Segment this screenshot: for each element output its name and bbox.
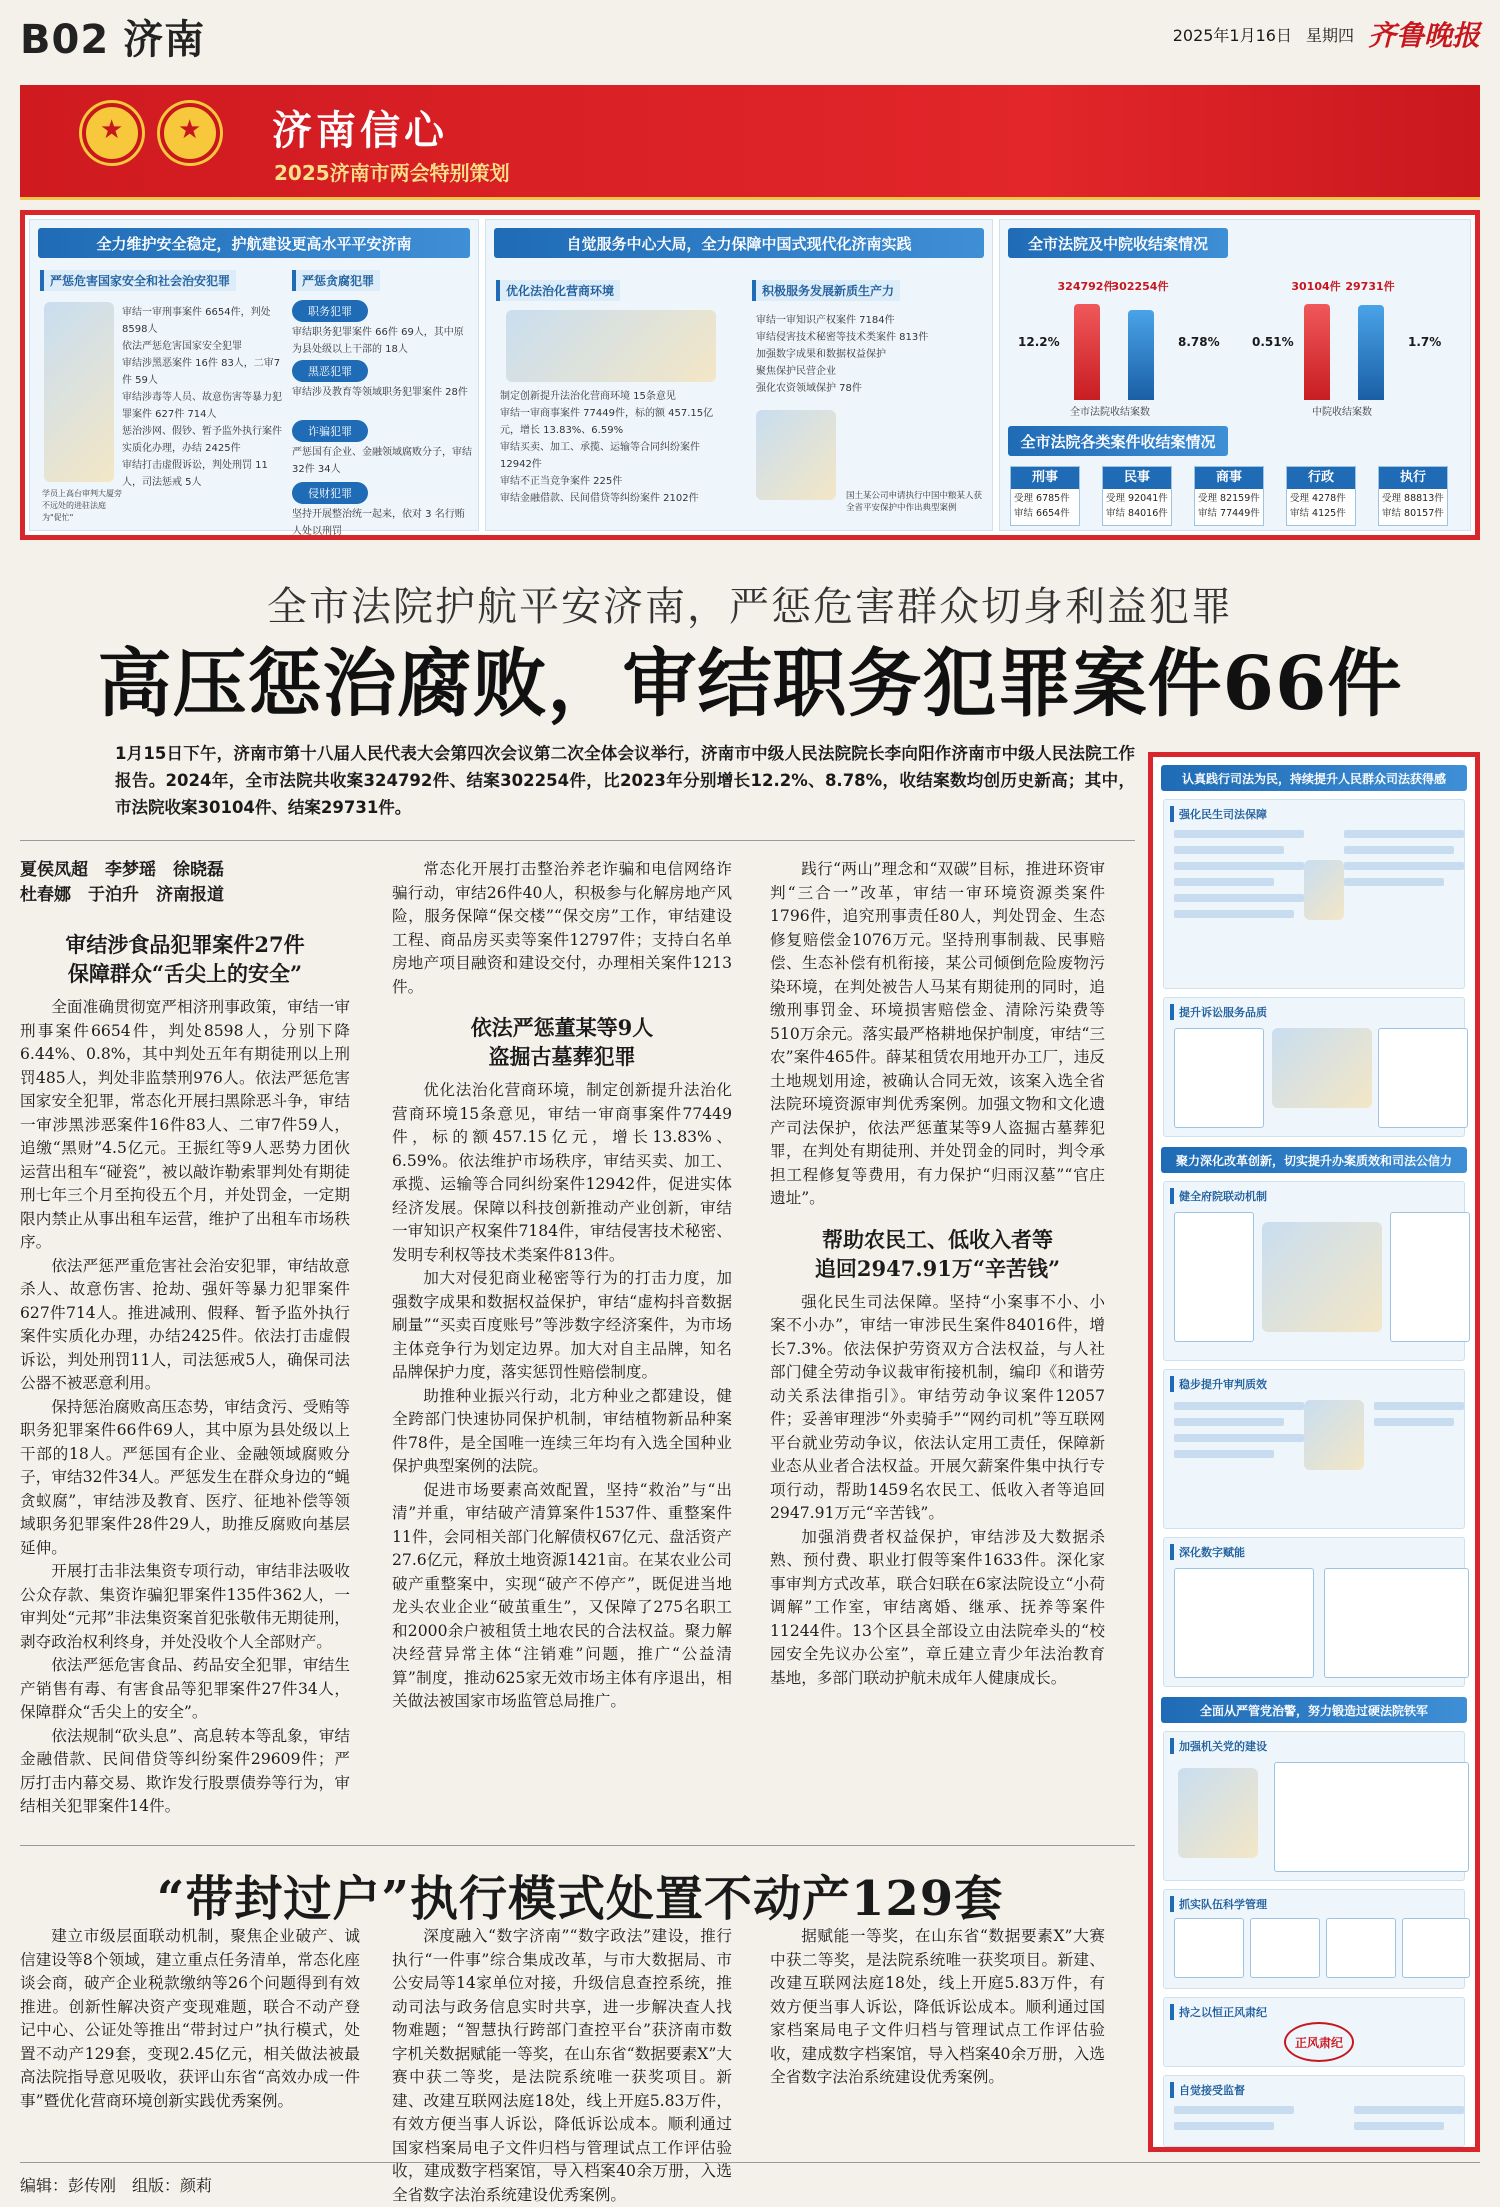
paragraph: 依法规制“砍头息”、高息转本等乱象，审结金融借款、民间借贷等纠纷案件29609件；严厉打击内幕交易、欺诈发行股票债券等行为，审结相关犯罪案件14件。 (20, 1726, 350, 1815)
sidebar-infographic (1148, 752, 1480, 2152)
paragraph: 建立市级层面联动机制，聚焦企业破产、诚信建设等8个领域，建立重点任务清单，常态化座谈会商，破产企业税款缴纳等26个问题得到有效推进。创新性解决资产变现难题，联合不动产登记中心、公证处等推出“带封过户”执行模式，处置不动产129套，变现2.45亿元，相关做法被最高法院指导意见吸收，获评山东省“高效办成一件事”暨优化营商环境创新实践优秀案例。 (20, 1927, 360, 2110)
paragraph: 促进市场要素高效配置，坚持“救治”与“出清”并重，审结破产清算案件1537件、重整案件11件，会同相关部门化解债权67亿元、盘活资产27.6亿元，释放土地资源1421亩。在某农业公司破产重整案中，实现“破产不停产”，既促进当地龙头农业企业“破茧重生”，又保障了275名职工和2000余户被租赁土地农民的合法权益。聚力解决经营异常主体“注销难”问题，推广“公益清算”制度，推动625家无效市场主体有序退出，相关做法被国家市场监管总局推广。 (392, 1480, 732, 1710)
sidebar-tag: 深化数字赋能 (1170, 1544, 1245, 1560)
article-column-3 (770, 858, 1105, 1838)
party-emblem-icon (160, 103, 220, 163)
city-bars (1057, 280, 1190, 400)
figure-illustration (1304, 860, 1344, 920)
mid-label: 中院收结案数 (1312, 407, 1372, 418)
infographic-panel-security (29, 219, 479, 537)
paragraph: 依法严惩严重危害社会治安犯罪，审结故意杀人、故意伤害、抢劫、强奸等暴力犯罪案件627件714人。推进减刑、假释、暂予监外执行案件实质化办理，办结2425件。依法打击虚假诉讼，判处刑罚11人，司法惩戒5人，确保司法公器不被恶意利用。 (20, 1256, 350, 1392)
panel-list: 审结一审刑事案件 6654件，判处 8598人 依法严惩危害国家安全犯罪 审结涉黑恶案件 16件 83人，二审7件 59人 审结涉毒等人员、故意伤害等暴力犯罪案件 627件 714人 惩治涉网、假钞、暂予监外执行案件实质化办理，办结 2425件 审结打击虚假诉讼，判处刑罚 11人，司法惩戒 5人 (122, 307, 282, 488)
sidebar-tag: 自觉接受监督 (1170, 2082, 1245, 2098)
article-headline: 高压惩治腐败，审结职务犯罪案件66件 (97, 641, 1403, 727)
divider (20, 840, 1135, 841)
case-type-box: 执行 受理 88813件 审结 80157件 (1378, 466, 1448, 526)
subhead: 帮助农民工、低收入者等 (822, 1226, 1053, 1252)
paragraph: 强化民生司法保障。坚持“小案事不小、小案不小办”，审结一审涉民生案件84016件，增长7.3%。依法保护劳资双方合法权益，与人社部门健全劳动争议裁审衔接机制，编印《和谐劳动关系法律指引》。审结劳动争议案件12057件；妥善审理涉“外卖骑手”“网约司机”等互联网平台就业劳动争议，依法认定用工责任，保障新业态从业者合法权益。开展欠薪案件集中执行专项行动，帮助1459名农民工、低收入者等追回2947.91万元“辛苦钱”。 (770, 1292, 1105, 1522)
panel-list: 制定创新提升法治化营商环境 15条意见 审结一审商事案件 77449件，标的额 457.15亿元，增长 13.83%、6.59% 审结买卖、加工、承揽、运输等合同纠纷案件 12942件 审结不正当竞争案件 225件 审结金融借款、民间借贷等纠纷案件 2102件 (500, 391, 714, 504)
infographic-strip (20, 210, 1480, 540)
city-closed: 302254件 (1111, 280, 1169, 293)
seedling-illustration (756, 410, 836, 500)
city-received: 324792件 (1057, 280, 1115, 293)
paragraph: 助推种业振兴行动，北方种业之都建设，健全跨部门快速协同保护机制，审结植物新品种案件78件，是全国唯一连续三年均有入选全国种业保护典型案例的法院。 (392, 1386, 732, 1475)
panel-header: 全力维护安全稳定，护航建设更高水平平安济南 (38, 228, 470, 258)
sidebar-section (1163, 1731, 1465, 1881)
subhead: 追回2947.91万“辛苦钱” (814, 1255, 1061, 1281)
panel-note: 坚持开展整治统一起来，依对 3 名行贿人处以刑罚 (292, 509, 465, 537)
pill-label: 职务犯罪 (292, 300, 368, 322)
byline: 杜春娜 于泊升 济南报道 (20, 885, 224, 905)
sidebar-header: 认真践行司法为民，持续提升人民群众司法获得感 (1161, 765, 1467, 791)
article-headline-secondary: “带封过户”执行模式处置不动产129套 (156, 1871, 1004, 1927)
panel-note: 国土某公司申请执行中国中粮某人获全省平安保护中作出典型案例 (846, 491, 983, 513)
sidebar-section (1163, 1997, 1465, 2067)
pill-label: 黑恶犯罪 (292, 360, 368, 382)
divider (20, 1845, 1135, 1846)
paragraph: 深度融入“数字济南”“数字政法”建设，推行执行“一件事”综合集成改革，与市大数据局、市公安局等14家单位对接，升级信息查控系统，推动司法与政务信息实时共享，进一步解决查人找物难题；“智慧执行跨部门查控平台”获济南市数字机关数据赋能一等奖，在山东省“数据要素X”大赛中获二等奖，是法院系统唯一获奖项目。新建、改建互联网法庭18处，线上开庭5.83万件，有效方便当事人诉讼，降低诉讼成本。顺利通过国家档案局电子文件归档与管理试点工作评估验收，建成数字档案馆，导入档案40余万册，入选全省数字法治系统建设优秀案例。 (392, 1927, 732, 2204)
article-kicker: 全市法院护航平安济南，严惩危害群众切身利益犯罪 (267, 584, 1233, 630)
sidebar-tag: 加强机关党的建设 (1170, 1738, 1267, 1754)
sidebar-header: 全面从严管党治警，努力锻造过硬法院铁军 (1161, 1697, 1467, 1723)
sidebar-tag: 健全府院联动机制 (1170, 1188, 1267, 1204)
discipline-stamp: 正风肃纪 (1284, 2022, 1354, 2062)
subhead: 依法严惩董某等9人 (470, 1015, 654, 1040)
pill-label: 侵财犯罪 (292, 482, 368, 504)
article-column-6 (770, 1925, 1105, 2150)
city-label: 全市法院收结案数 (1070, 407, 1150, 418)
sidebar-tag: 稳步提升审判质效 (1170, 1376, 1267, 1392)
hall-illustration (1272, 1028, 1372, 1108)
article-column-4 (20, 1925, 360, 2150)
panel-header: 全市法院各类案件收结案情况 (1008, 426, 1228, 456)
infographic-panel-caseload (999, 219, 1471, 531)
mid-closed-growth: 1.7% (1408, 335, 1442, 349)
scale-illustration (1304, 1400, 1364, 1470)
paragraph: 践行“两山”理念和“双碳”目标，推进环资审判“三合一”改革，审结一审环境资源类案件1796件，追究刑事责任80人，判处罚金、生态修复赔偿金1076万元。坚持刑事制裁、民事赔偿、生态补偿有机衔接，某公司倾倒危险废物污染环境，在判处被告人马某有期徒刑的同时，追缴刑事罚金、环境损害赔偿金、清除污染费等510万余元。落实最严格耕地保护制度，审结“三农”案件465件。薛某租赁农用地开办工厂，违反土地规划用途，被确认合同无效，该案入选全省法院环境资源审判优秀案例。加强文物和文化遗产司法保护，依法严惩董某等9人盗掘古墓葬犯罪，在判处有期徒刑、并处罚金的同时，判令承担工程修复等费用，有力保护“归雨汉墓”“官庄遗址”。 (770, 860, 1105, 1207)
sidebar-section (1163, 1369, 1465, 1529)
mid-received: 30104件 (1291, 280, 1341, 293)
sidebar-section (1163, 1889, 1465, 1989)
page-number: B02 济南 (20, 16, 206, 63)
masthead (20, 8, 1480, 88)
paragraph: 据赋能一等奖，在山东省“数据要素X”大赛中获二等奖，是法院系统唯一获奖项目。新建、改建互联网法庭18处，线上开庭5.83万件，有效方便当事人诉讼，降低诉讼成本。顺利通过国家档案局电子文件归档与管理试点工作评估验收，建成数字档案馆，导入档案40余万册，入选全省数字法治系统建设优秀案例。 (770, 1927, 1105, 2086)
paragraph: 加大对侵犯商业秘密等行为的打击力度，加强数字成果和数据权益保护，审结“虚构抖音数据刷量”“买卖百度账号”等涉数字经济案件，为市场主体竞争行为划定边界。加大对自主品牌，知名品牌保护力度，落实惩罚性赔偿制度。 (392, 1269, 732, 1381)
city-closed-growth: 8.78% (1178, 335, 1220, 349)
sidebar-tag: 持之以恒正风肃纪 (1170, 2004, 1267, 2020)
panel-note: 审结职务犯罪案件 66件 69人，其中原为县处级以上干部的 18人 (292, 327, 464, 355)
panel-tag: 严惩危害国家安全和社会治安犯罪 (40, 270, 236, 291)
article-lead: 1月15日下午，济南市第十八届人民代表大会第四次会议第二次全体会议举行，济南市中级人民法院院长李向阳作济南市中级人民法院工作报告。2024年，全市法院共收案324792件、结案302254件，比2023年分别增长12.2%、8.78%，收结案数均创历史新高；其中，市法院收案30104件、结案29731件。 (115, 744, 1135, 817)
case-type-box: 商事 受理 82159件 审结 77449件 (1194, 466, 1264, 526)
mid-bars (1291, 280, 1420, 400)
issue-info (1173, 14, 1480, 54)
section-city: 济南 (123, 16, 206, 63)
city-received-growth: 12.2% (1018, 335, 1060, 349)
panel-note: 审结涉及教育等领域职务犯罪案件 28件 (292, 387, 468, 398)
photo-caption: 学员上高台审判大厦旁不远处的进驻法庭为"促忙" (42, 489, 122, 522)
national-emblem-icon (82, 103, 142, 163)
party-illustration (1178, 1768, 1258, 1858)
sidebar-tag: 强化民生司法保障 (1170, 806, 1267, 822)
article-column-2 (392, 858, 732, 1838)
panel-header: 自觉服务中心大局，全力保障中国式现代化济南实践 (494, 228, 984, 258)
panel-tag: 积极服务发展新质生产力 (752, 280, 900, 301)
sidebar-tag: 提升诉讼服务品质 (1170, 1004, 1267, 1020)
panel-list: 审结一审知识产权案件 7184件 审结侵害技术秘密等技术类案件 813件 加强数字成果和数据权益保护 聚焦保护民营企业 强化农资领域保护 78件 (756, 315, 929, 394)
subhead: 盗掘古墓葬犯罪 (488, 1044, 636, 1069)
byline: 夏侯凤超 李梦瑶 徐晓磊 (20, 860, 224, 880)
section-banner (20, 85, 1480, 200)
sidebar-section (1163, 799, 1465, 989)
sidebar-section (1163, 1181, 1465, 1361)
pill-label: 诈骗犯罪 (292, 420, 368, 442)
paragraph: 开展打击非法集资专项行动，审结非法吸收公众存款、集资诈骗犯罪案件135件362人，一审判处“元邦”非法集资案首犯张敬伟无期徒刑，剥夺政治权利终身，并处没收个人全部财产。 (20, 1562, 350, 1651)
panel-header: 全市法院及中院收结案情况 (1008, 228, 1228, 258)
article-column-5 (392, 1925, 732, 2204)
issue-weekday: 星期四 (1305, 25, 1354, 45)
sidebar-section (1163, 1537, 1465, 1687)
page-footer: 编辑：彭传刚 组版：颜莉 (20, 2162, 1480, 2196)
court-building-illustration (44, 302, 114, 482)
subhead: 保障群众“舌尖上的安全” (67, 961, 303, 986)
bar-city-closed (1128, 310, 1154, 400)
case-type-box: 民事 受理 92041件 审结 84016件 (1102, 466, 1172, 526)
sidebar-header: 聚力深化改革创新，切实提升办案质效和司法公信力 (1161, 1147, 1467, 1173)
case-type-box: 刑事 受理 6785件 审结 6654件 (1010, 466, 1080, 526)
sidebar-tag: 抓实队伍科学管理 (1170, 1896, 1267, 1912)
cartoon-illustration (506, 310, 716, 382)
paragraph: 常态化开展打击整治养老诈骗和电信网络诈骗行动，审结26件40人，积极参与化解房地产风险，服务保障“保交楼”“保交房”工作，审结建设工程、商品房买卖等案件12797件；支持白名单房地产项目融资和建设交付，办理相关案件1213件。 (392, 860, 732, 996)
infographic-panel-business (485, 219, 993, 531)
paragraph: 优化法治化营商环境，制定创新提升法治化营商环境15条意见，审结一审商事案件77449件，标的额457.15亿元，增长13.83%、6.59%。依法维护市场秩序，审结买卖、加工、承揽、运输等合同纠纷案件12942件，促进实体经济发展。保障以科技创新推动产业创新，审结一审知识产权案件7184件，审结侵害技术秘密、发明专利权等技术类案件813件。 (392, 1081, 732, 1264)
article-column-1 (20, 858, 350, 1838)
newspaper-logo: 齐鲁晚报 (1367, 19, 1480, 52)
issue-date: 2025年1月16日 (1172, 25, 1292, 45)
mid-closed: 29731件 (1345, 280, 1395, 293)
paragraph: 依法严惩危害食品、药品安全犯罪，审结生产销售有毒、有害食品等犯罪案件27件34人，保障群众“舌尖上的安全”。 (20, 1656, 350, 1721)
paragraph: 全面准确贯彻宽严相济刑事政策，审结一审刑事案件6654件，判处8598人，分别下降6.44%、0.8%，其中判处五年有期徒刑以上刑罚485人，判处非监禁刑976人。依法严惩危害国家安全犯罪，常态化开展扫黑除恶斗争，审结一审涉黑涉恶案件16件83人、二审7件59人，追缴“黑财”4.5亿元。王振红等9人恶势力团伙运营出租车“碰瓷”，被以敲诈勒索罪判处有期徒刑七年三个月至拘役五个月，并处罚金，一定期限内禁止从事出租车运营，维护了出租车市场秩序。 (20, 998, 350, 1251)
sidebar-section (1163, 997, 1465, 1137)
subhead: 审结涉食品犯罪案件27件 (65, 932, 305, 957)
case-type-box: 行政 受理 4278件 审结 4125件 (1286, 466, 1356, 526)
paragraph: 保持惩治腐败高压态势，审结贪污、受贿等职务犯罪案件66件69人，其中原为县处级以上干部的18人。严惩国有企业、金融领域腐败分子，审结32件34人。严惩发生在群众身边的“蝇贪蚁腐”，审结涉及教育、医疗、征地补偿等领域职务犯罪案件28件29人，助推反腐败向基层延伸。 (20, 1397, 350, 1557)
sidebar-section (1163, 2075, 1465, 2147)
banner-title: 济南信心 (272, 107, 448, 154)
bar-mid-received (1304, 304, 1330, 400)
paragraph: 加强消费者权益保护，审结涉及大数据杀熟、预付费、职业打假等案件1633件。深化家事审判方式改革，联合妇联在6家法院设立“小荷调解”工作室，审结离婚、继承、抚养等案件11244件。13个区县全部设立由法院牵头的“校园安全先议办公室”，章丘建立青少年法治教育基地，多部门联动护航未成年人健康成长。 (770, 1527, 1105, 1687)
mid-received-growth: 0.51% (1252, 335, 1294, 349)
flow-diagram (1262, 1222, 1382, 1332)
panel-tag: 优化法治化营商环境 (496, 280, 620, 301)
panel-note: 严惩国有企业、金融领域腐败分子，审结 32件 34人 (292, 447, 472, 475)
bar-city-received (1074, 304, 1100, 400)
banner-subtitle: 2025济南市两会特别策划 (274, 161, 510, 185)
panel-tag: 严惩贪腐犯罪 (292, 270, 380, 291)
bar-mid-closed (1358, 305, 1384, 400)
